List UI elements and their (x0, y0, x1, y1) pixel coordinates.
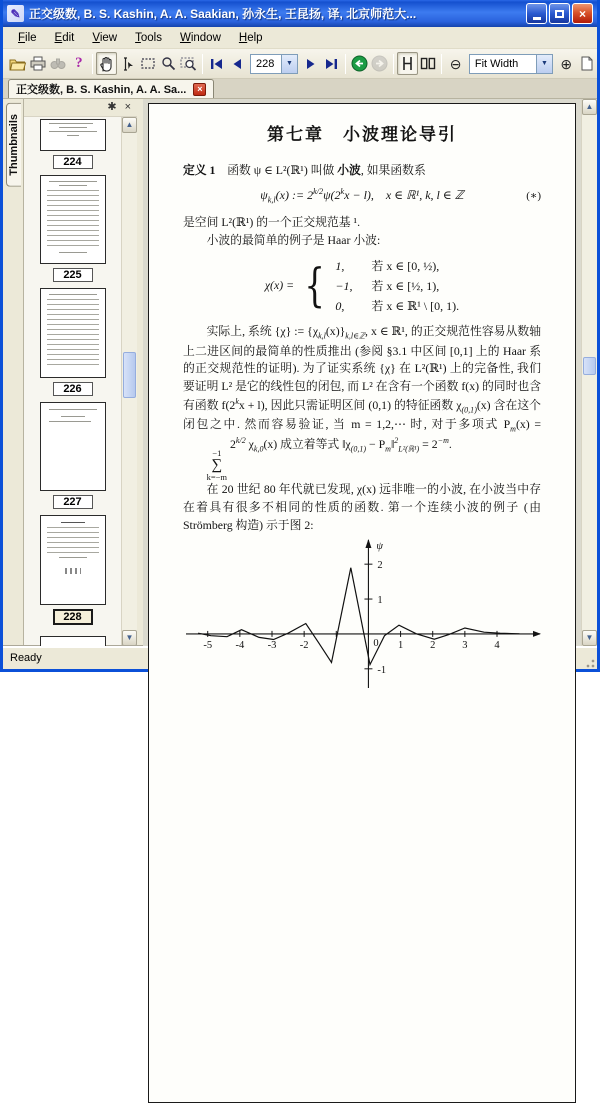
page-number-combobox[interactable] (250, 54, 298, 74)
first-page-button[interactable] (206, 52, 227, 75)
previous-page-button[interactable] (226, 52, 247, 75)
thumbnail-page-228[interactable] (40, 515, 106, 605)
status-message: Ready (10, 652, 42, 664)
minimize-icon (533, 17, 541, 20)
orthonormality-paragraph: 实际上, 系统 {χ} := $\{\chi_{k,l}(x)\}_{k,l\in ℤ}$, x ∈ ℝ¹, 的正交规范性容易从数轴上二进区间的最简单的性质推出 (参阅 §3.1 中区间 [0,1] 上的 Haar 系的正交规范性的证明). 为了证实系统 {χ} 在 L²(ℝ¹) 上的完备性, 我们要证明 L² 是它的线性包的闭包, 而 L² 在含有一个函数 f(x) 的同时也含有函数 $f(2^kx + l)$, 因此只需证明区间 (0,1) 的特征函数 $\chi_{(0,1)}(x)$ 含在这个闭包之中. 然而容易验证, 当 m = 1,2,⋯ 时, 对于多项式 $P_m(x)$ = −1 ∑ k=−m $2^{k/2}$ $\chi_{k,0}(x)$ 成立着等式 $‖\chi_{(0,1)}$ − $P_m‖^2_{L^2(ℝ^1)} = 2^{-m}$. (183, 324, 542, 482)
menu-edit[interactable]: Edit (54, 31, 75, 44)
forward-button[interactable] (370, 52, 391, 75)
close-button[interactable] (572, 3, 593, 24)
stromberg-wavelet-chart (182, 538, 542, 688)
zoom-in-button[interactable] (556, 52, 577, 75)
pan-tool-button[interactable] (96, 52, 117, 75)
close-icon: × (578, 6, 586, 21)
select-text-button[interactable] (117, 52, 138, 75)
document-tab-label: 正交级数, B. S. Kashin, A. A. Sa... (16, 84, 187, 96)
toolbar (3, 49, 597, 79)
chapter-title: 第七章 小波理论导引 (267, 125, 457, 144)
help-icon: ? (75, 55, 83, 71)
hand-icon (99, 56, 114, 72)
zoom-out-button[interactable] (445, 52, 466, 75)
thumbnails-panel-header (24, 99, 137, 117)
svg-text:ψ: ψ (376, 541, 383, 553)
thumbnail-label-226[interactable]: 226 (53, 382, 93, 396)
panel-settings-icon[interactable]: ✱ (107, 101, 117, 113)
svg-text:4: 4 (494, 640, 500, 652)
thumbnail-label-228-selected[interactable]: 228 (53, 609, 93, 625)
page-combo-dropdown-button[interactable] (281, 55, 297, 73)
select-rect-button[interactable] (137, 52, 158, 75)
zoom-combo-dropdown-button[interactable] (536, 55, 552, 73)
scroll-down-icon: ▼ (585, 633, 594, 642)
resize-grip[interactable] (582, 655, 596, 669)
maximize-icon (555, 10, 564, 18)
thumbnails-tab[interactable]: Thumbnails (6, 103, 21, 187)
svg-text:-4: -4 (235, 640, 245, 652)
layout-continuous-icon (401, 56, 414, 71)
close-icon: × (197, 84, 203, 94)
scroll-down-icon: ▼ (125, 633, 134, 642)
binoculars-icon (50, 57, 66, 70)
print-button[interactable] (28, 52, 49, 75)
minimize-button[interactable] (526, 3, 547, 24)
last-page-icon (325, 58, 338, 70)
document-scrollbar-track[interactable] (582, 115, 597, 630)
document-scrollbar (581, 99, 597, 646)
basis-line: 是空间 L²(ℝ¹) 的一个正交规范基 ¹. (183, 214, 361, 229)
find-button[interactable] (48, 52, 69, 75)
svg-text:-2: -2 (299, 640, 309, 652)
maximize-button[interactable] (549, 3, 570, 24)
svg-text:2: 2 (377, 560, 383, 572)
svg-text:3: 3 (462, 640, 468, 652)
scroll-up-button[interactable] (582, 99, 597, 115)
chevron-down-icon: ▼ (541, 60, 548, 67)
thumbnails-scrollbar-thumb[interactable] (123, 352, 136, 398)
next-page-button[interactable] (301, 52, 322, 75)
toolbar-separator (202, 54, 203, 74)
thumbnails-scrollbar-track[interactable] (122, 133, 137, 630)
svg-text:2: 2 (430, 640, 436, 652)
thumbnail-page-226[interactable] (40, 288, 106, 378)
formula-tag: (∗) (526, 190, 541, 203)
menu-bar (3, 27, 597, 49)
toolbar-separator (393, 54, 394, 74)
document-scrollbar-thumb[interactable] (583, 357, 596, 375)
svg-text:-5: -5 (203, 640, 213, 652)
page-number-value: 228 (256, 57, 275, 70)
print-icon (30, 56, 46, 71)
window-title: 正交级数, B. S. Kashin, A. A. Saakian, 孙永生, 王昆扬, 译, 北京师范大... (29, 7, 417, 21)
open-button[interactable] (7, 52, 28, 75)
zoom-tool-button[interactable] (158, 52, 179, 75)
definition-paragraph: 定义 1 函数 ψ ∈ L²(ℝ¹) 叫做 小波, 如果函数系 (183, 162, 426, 177)
help-button[interactable] (69, 52, 90, 75)
zoom-in-icon: ⊕ (560, 55, 573, 72)
svg-text:1: 1 (377, 595, 383, 607)
figure-2 (183, 538, 541, 688)
stromberg-paragraph: 在 20 世纪 80 年代就已发现, χ(x) 远非唯一的小波, 在小波当中存在着具有很多不相同的性质的函数. 第一个连续小波的例子 (由 Strömberg 构造) 示于图 2: (183, 482, 541, 532)
open-folder-icon (9, 57, 26, 71)
layout-facing-icon (420, 57, 436, 70)
thumbnails-panel-body (24, 117, 137, 646)
app-icon: ✎ (7, 5, 24, 22)
haar-line: 小波的最简单的例子是 Haar 小波: (206, 232, 381, 247)
svg-text:-3: -3 (267, 640, 277, 652)
menu-file[interactable]: File (18, 31, 37, 44)
toolbar-separator (345, 54, 346, 74)
thumbnail-label-227[interactable]: 227 (53, 495, 93, 509)
scroll-down-button[interactable] (122, 630, 137, 646)
svg-text:1: 1 (397, 640, 404, 652)
magnifier-icon (161, 56, 176, 71)
last-page-button[interactable] (322, 52, 343, 75)
page-layout-button[interactable] (577, 52, 598, 75)
panel-close-icon[interactable]: × (124, 101, 131, 113)
thumbnail-label-224[interactable]: 224 (53, 155, 93, 169)
text-cursor-icon (120, 56, 134, 72)
back-icon (351, 55, 368, 72)
scroll-up-icon: ▲ (125, 120, 134, 129)
document-view[interactable] (143, 99, 597, 677)
next-page-icon (306, 58, 316, 70)
menu-view[interactable]: View (92, 31, 118, 44)
thumbnail-page-224[interactable] (40, 119, 106, 151)
scroll-down-button[interactable] (582, 630, 597, 646)
summation-symbol: −1 ∑ k=−m (206, 448, 228, 482)
thumbnail-page-227[interactable] (40, 402, 106, 492)
magnifier-select-icon (180, 56, 197, 71)
svg-text:0: 0 (373, 638, 379, 650)
scroll-up-icon: ▲ (585, 102, 594, 111)
chevron-down-icon: ▼ (286, 60, 293, 67)
previous-page-icon (232, 58, 242, 70)
zoom-level-value: Fit Width (474, 57, 519, 70)
page-icon (581, 56, 593, 71)
zoom-out-icon: ⊖ (449, 55, 462, 72)
zoom-level-combobox[interactable] (469, 54, 553, 74)
scroll-up-button[interactable] (122, 117, 137, 133)
forward-icon (371, 55, 388, 72)
menu-tools[interactable]: Tools (135, 31, 162, 44)
selection-rect-icon (140, 57, 156, 70)
tab-close-button[interactable] (193, 83, 206, 96)
side-tab-strip (3, 99, 23, 646)
document-tab[interactable] (8, 79, 214, 98)
svg-text:-1: -1 (377, 665, 387, 677)
haar-piecewise-formula: χ(x) = { 1, 若 x ∈ [0, ½), −1, 若 x ∈ [½, 1), 0, 若 x ∈ ℝ¹ \ [0, 1). (264, 258, 460, 314)
brace: { (304, 258, 325, 313)
first-page-icon (210, 58, 223, 70)
back-button[interactable] (349, 52, 370, 75)
zoom-select-button[interactable] (178, 52, 199, 75)
menu-window[interactable]: Window (179, 31, 221, 44)
document-page[interactable] (148, 103, 576, 1103)
toolbar-separator (441, 54, 442, 74)
thumbnail-list (24, 117, 121, 646)
thumbnails-scrollbar (121, 117, 137, 646)
document-tab-bar (3, 79, 597, 99)
wavelet-definition-formula: $\psi_{k,l}(x)$ := $2^{k/2}\psi(2^kx - l)$, x ∈ ℝ¹, k, l ∈ ℤ (∗) (260, 187, 541, 205)
thumbnails-panel (23, 99, 137, 646)
toolbar-separator (92, 54, 93, 74)
thumbnail-label-225[interactable]: 225 (53, 268, 93, 282)
thumbnail-page-229[interactable] (40, 636, 106, 646)
menu-help[interactable]: Help (238, 31, 263, 44)
title-bar (3, 0, 597, 27)
layout-facing-button[interactable] (418, 52, 439, 75)
thumbnail-page-225[interactable] (40, 175, 106, 265)
layout-continuous-button[interactable] (397, 52, 418, 75)
